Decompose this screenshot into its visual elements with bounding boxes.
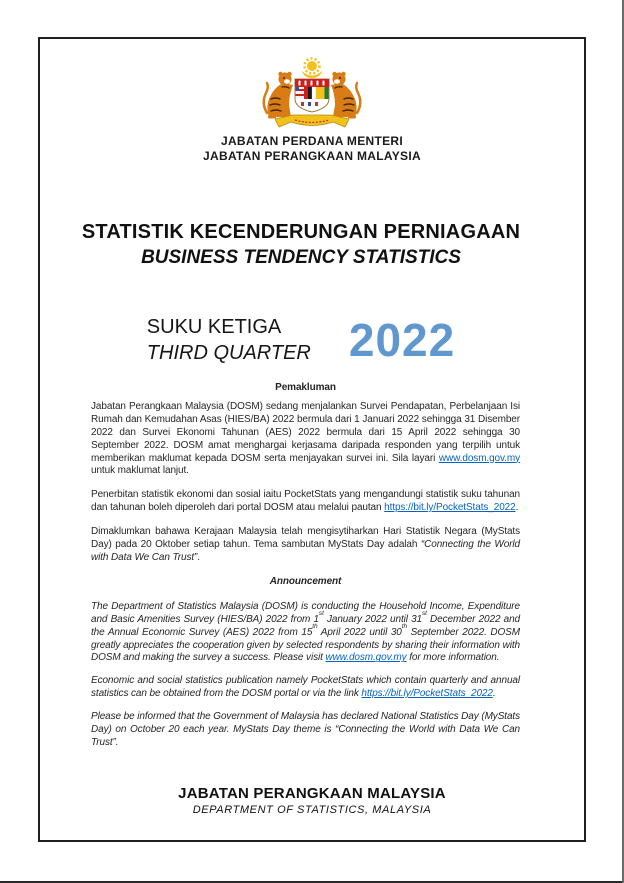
paragraph: Jabatan Perangkaan Malaysia (DOSM) sedang menjalankan Survei Pendapatan, Perbelanjaan Isi Rumah dan Kemudahan Asas (HIES/BA) 2022 bermula dari 1 Januari 2022 sehingga 31 Disember 2022 dan Survei Ekonomi Tahunan (AES) 2022 bermula dari 15 April 2022 sehingga 30 September 2022. DOSM amat menghargai kerjasama daripada responden yang terpilih untuk memberikan maklumat kepada DOSM serta menjayakan survei ini. Sila layari www.dosm.gov.my untuk maklumat lanjut.	[91, 400, 520, 477]
tiger-right-icon	[331, 72, 360, 119]
quarter-malay: SUKU KETIGA	[146, 316, 282, 338]
notice-paragraphs-english	[91, 601, 520, 750]
malaysia-coat-of-arms-icon	[251, 55, 373, 133]
motto-banner	[275, 115, 349, 127]
agency-line-2: JABATAN PERANGKAAN MALAYSIA	[203, 149, 421, 163]
agency-line-1: JABATAN PERDANA MENTERI	[220, 134, 403, 148]
cover-border-frame	[38, 37, 586, 842]
notice-paragraphs-malay	[91, 401, 520, 565]
notice-heading-malay: Pemakluman	[275, 382, 336, 393]
edition-block	[40, 314, 562, 366]
superscript: th	[312, 623, 318, 630]
hyperlink[interactable]: www.dosm.gov.my	[438, 452, 520, 464]
superscript: st	[422, 610, 427, 618]
footer-agency-malay: JABATAN PERANGKAAN MALAYSIA	[178, 785, 446, 802]
superscript: th	[401, 623, 407, 630]
hyperlink[interactable]: https://bit.ly/PocketStats_2022	[361, 688, 493, 700]
edition-year: 2022	[348, 314, 456, 366]
publication-title-malay: STATISTIK KECENDERUNGAN PERNIAGAAN	[81, 221, 521, 243]
notices-section	[40, 382, 584, 750]
tiger-left-icon	[264, 72, 293, 119]
footer-block	[40, 785, 584, 817]
paragraph: Dimaklumkan bahawa Kerajaan Malaysia telah mengisytiharkan Hari Statistik Negara (MyStats Day) pada 20 Oktober setiap tahun. Tema sambutan MyStats Day adalah “Connecting the World with Data We Can Trust”.	[91, 526, 520, 563]
paragraph: The Department of Statistics Malaysia (DOSM) is conducting the Household Income, Expenditure and Basic Amenities Survey (HIES/BA) 2022 from 1st January 2022 until 31st December 2022 and the Annual Economic Survey (AES) 2022 from 15th April 2022 until 30th September 2022. DOSM greatly appreciates the cooperation given by selected respondents by sharing their information with DOSM and making the survey a success. Please visit www.dosm.gov.my for more information.	[91, 600, 520, 664]
footer-agency-english: DEPARTMENT OF STATISTICS, MALAYSIA	[192, 804, 432, 816]
paragraph: Economic and social statistics publication namely PocketStats which contain quarterly and annual statistics can be obtained from the DOSM portal or via the link https://bit.ly/PocketStats_2022.	[91, 675, 520, 700]
notice-heading-english: Announcement	[269, 575, 342, 587]
quarter-english: THIRD QUARTER	[146, 342, 311, 364]
paragraph: Please be informed that the Government of Malaysia has declared National Statistics Day (MyStats Day) on October 20 each year. MyStats Day theme is “Connecting the World with Data We Can Trust”.	[91, 711, 520, 748]
publication-title-english: BUSINESS TENDENCY STATISTICS	[141, 247, 461, 268]
hyperlink[interactable]: https://bit.ly/PocketStats_2022	[384, 502, 516, 514]
hyperlink[interactable]: www.dosm.gov.my	[325, 652, 407, 664]
paragraph: Penerbitan statistik ekonomi dan sosial iaitu PocketStats yang mengandungi statistik suku tahunan dan tahunan boleh diperoleh dari portal DOSM atau melalui pautan https://bit.ly/PocketStats_2022.	[91, 489, 520, 514]
emphasis-text: “Connecting the World with Data We Can Trust”	[91, 539, 520, 563]
superscript: st	[318, 610, 324, 618]
